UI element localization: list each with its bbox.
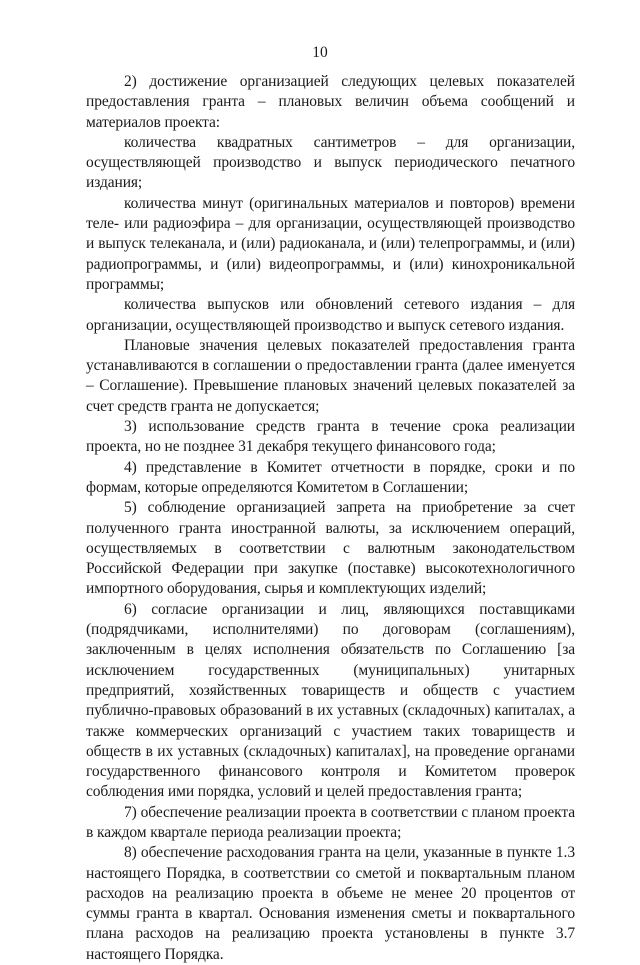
paragraph-broadcast-minutes: количества минут (оригинальных материалов и повторов) времени теле- или радиоэфира – для организации, осуществляющей производство и выпуск телеканала, и (или) радиоканала, и (или) телепрограммы, и (или) радиопрограммы, и (или) видеопрограммы, и (или) кинохроникальной программы; [86, 194, 575, 293]
paragraph-item-7: 7) обеспечение реализации проекта в соответствии с планом проекта в каждом квартале периода реализации проекта; [86, 803, 575, 841]
document-body [86, 72, 575, 965]
paragraph-item-3: 3) использование средств гранта в течение срока реализации проекта, но не позднее 31 декабря текущего финансового года; [86, 418, 575, 456]
paragraph-square-centimeters: количества квадратных сантиметров – для организации, осуществляющей производство и выпуск периодического печатного издания; [86, 133, 575, 192]
paragraph-network-issues: количества выпусков или обновлений сетевого издания – для организации, осуществляющей производство и выпуск сетевого издания. [86, 296, 575, 334]
paragraph-item-8: 8) обеспечение расходования гранта на цели, указанные в пункте 1.3 настоящего Порядка, в соответствии со сметой и поквартальным планом расходов на реализацию проекта в объеме не менее 20 процентов от суммы гранта в квартал. Основания изменения сметы и поквартального плана расходов на реализацию проекта установлены в пункте 3.7 настоящего Порядка. [86, 844, 575, 963]
paragraph-item-2: 2) достижение организацией следующих целевых показателей предоставления гранта – плановых величин объема сообщений и материалов проекта: [86, 73, 575, 131]
paragraph-item-6: 6) согласие организации и лиц, являющихся поставщиками (подрядчиками, исполнителями) по договорам (соглашениям), заключенным в целях исполнения обязательств по Соглашению [за исключением государственных (муниципальных) унитарных предприятий, хозяйственных товариществ и обществ с участием публично-правовых образований в их уставных (складочных) капиталах, а также коммерческих организаций с участием таких товариществ и обществ в их уставных (складочных) капиталах], на проведение органами государственного финансового контроля и Комитетом проверок соблюдения ими порядка, условий и целей предоставления гранта; [86, 600, 575, 801]
paragraph-item-5: 5) соблюдение организацией запрета на приобретение за счет полученного гранта иностранной валюты, за исключением операций, осуществляемых в соответствии с валютным законодательством Российской Федерации при закупке (поставке) высокотехнологичного импортного оборудования, сырья и комплектующих изделий; [86, 499, 575, 598]
paragraph-planned-values: Плановые значения целевых показателей предоставления гранта устанавливаются в соглашении о предоставлении гранта (далее именуется – Соглашение). Превышение плановых значений целевых показателей за счет средств гранта не допускается; [86, 336, 575, 415]
paragraph-item-4: 4) представление в Комитет отчетности в порядке, сроки и по формам, которые определяются Комитетом в Соглашении; [86, 458, 575, 496]
page-number: 10 [312, 44, 328, 61]
